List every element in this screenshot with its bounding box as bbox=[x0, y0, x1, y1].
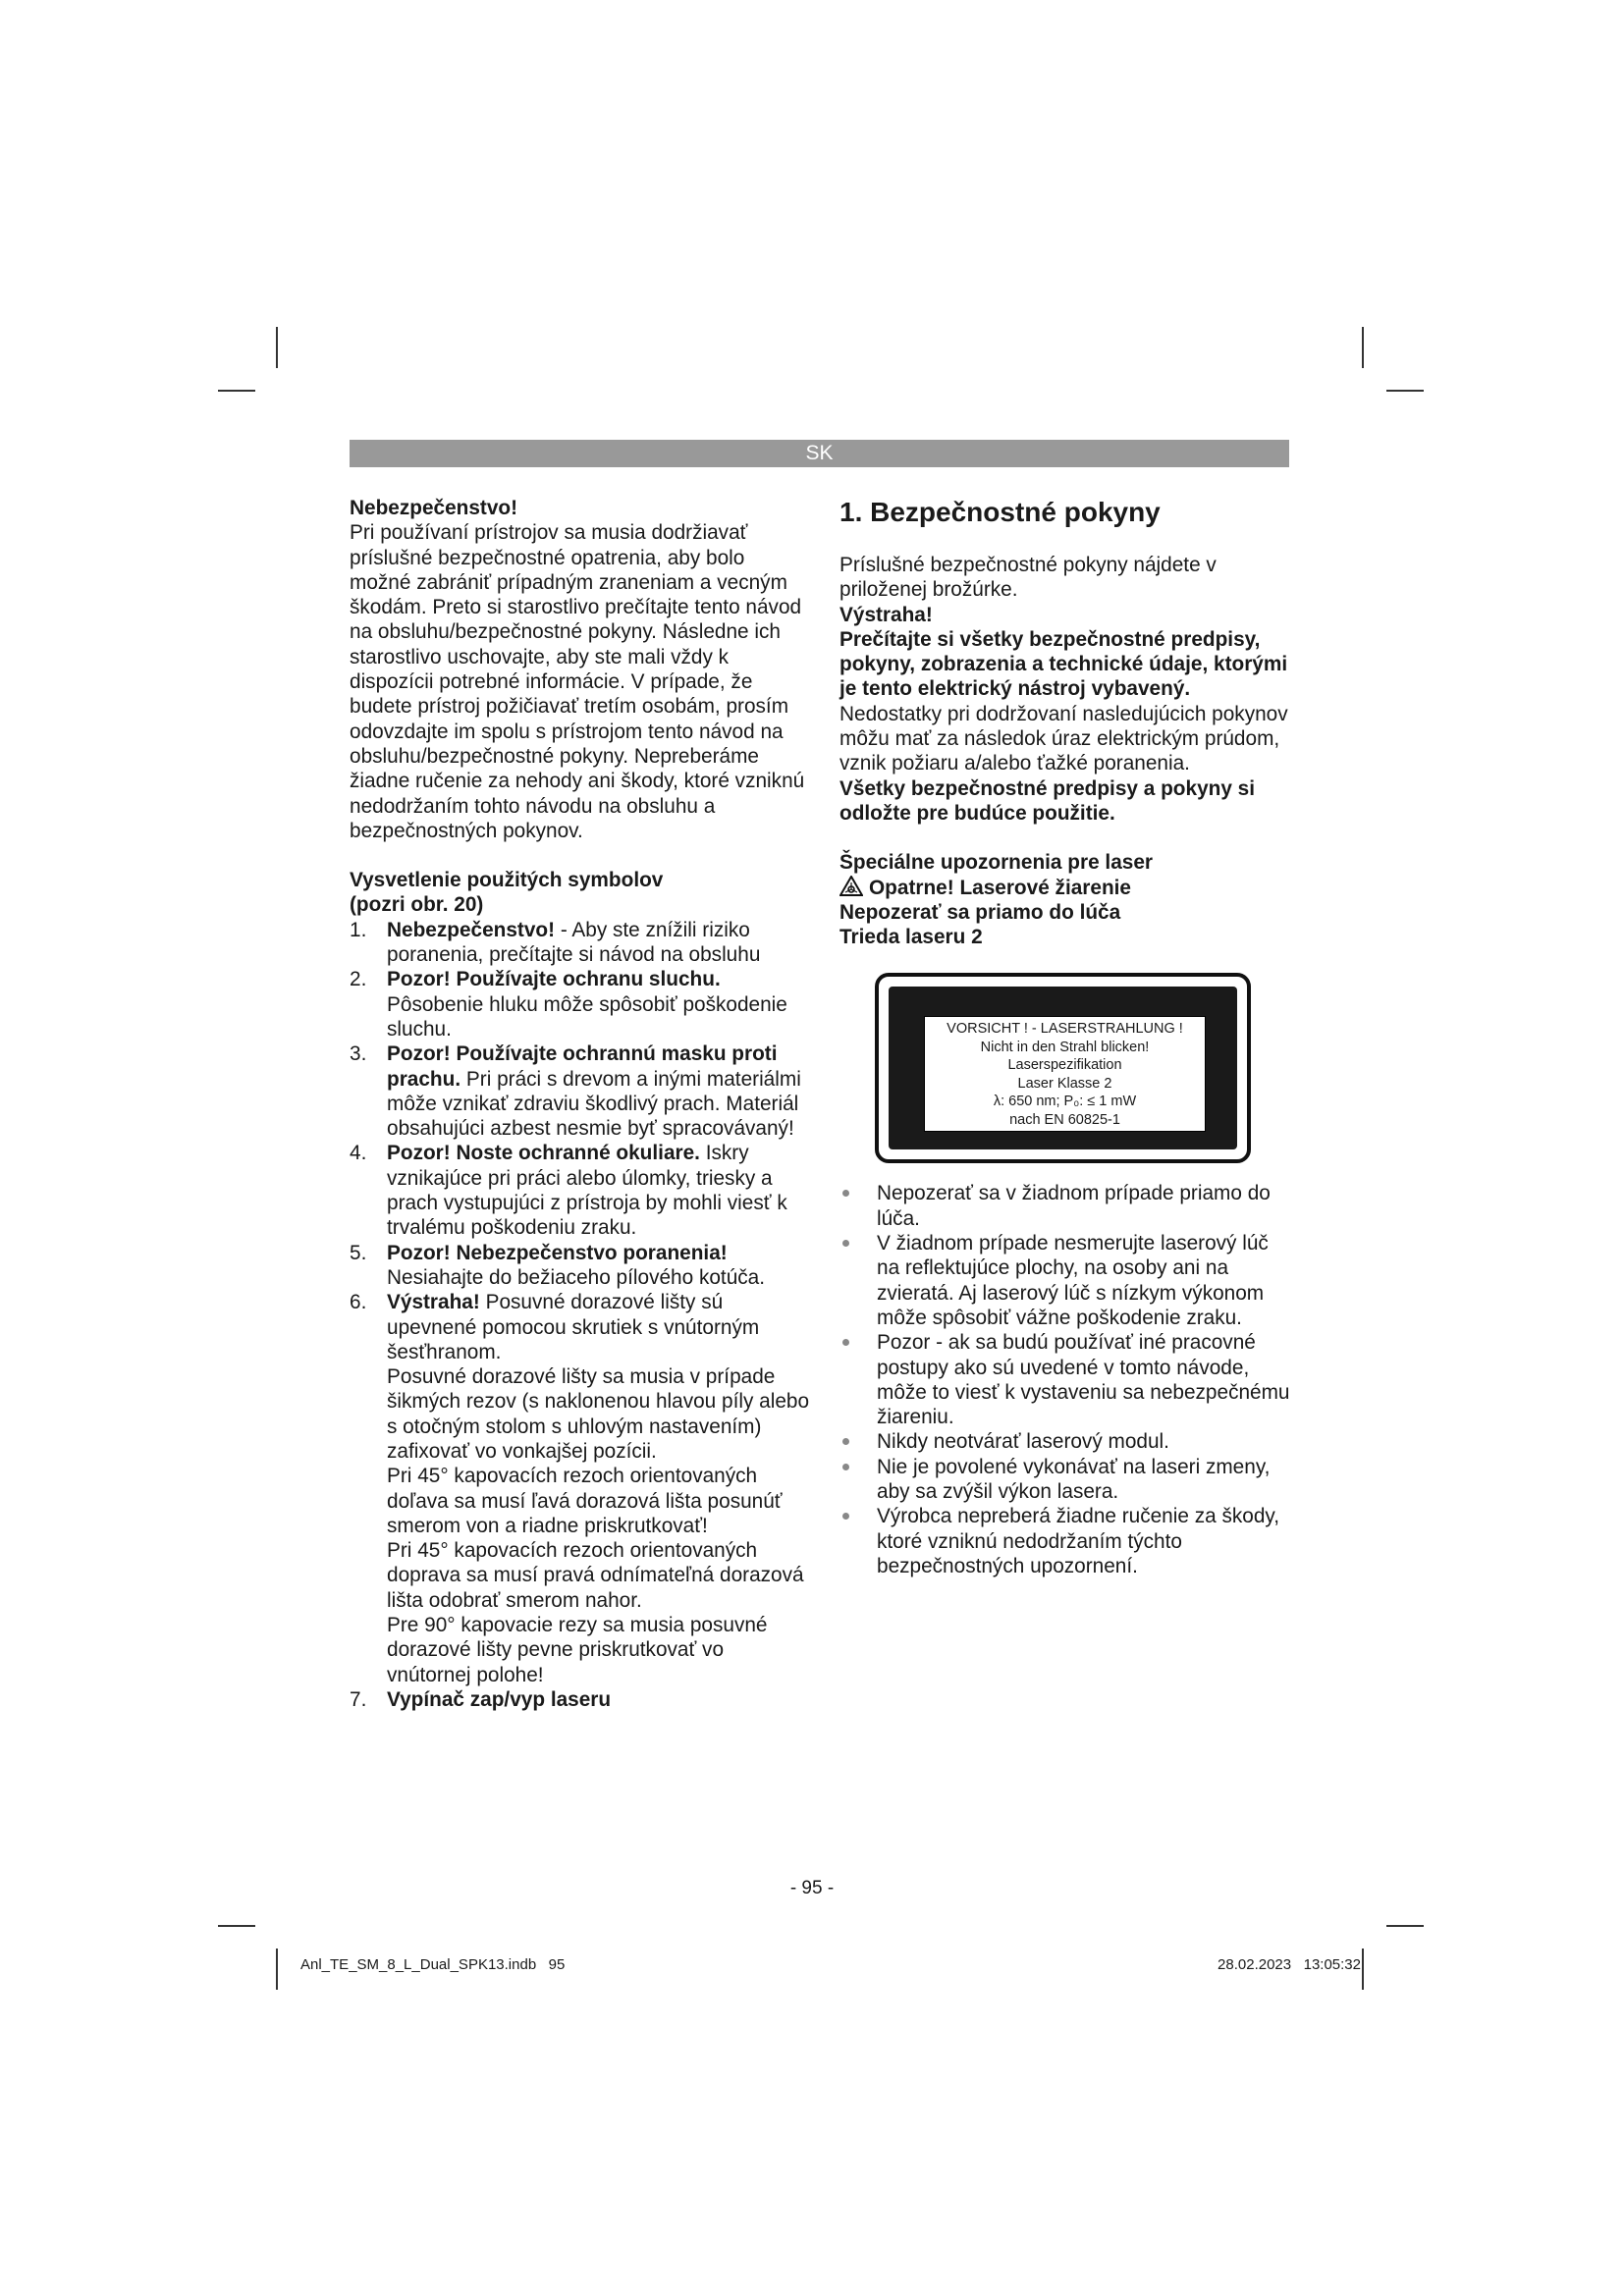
list-item: Nikdy neotvárať laserový modul. bbox=[839, 1429, 1291, 1454]
list-item bbox=[350, 1141, 811, 1240]
item-number: 7. bbox=[350, 1687, 367, 1711]
item-bold: Pozor! Používajte ochranu sluchu. bbox=[387, 968, 721, 991]
crop-mark-top-left-v bbox=[276, 327, 278, 368]
crop-mark-bottom-left-v bbox=[276, 1949, 278, 1990]
crop-mark-top-right-h bbox=[1386, 390, 1424, 392]
item-bold: Pozor! Nebezpečenstvo poranenia! bbox=[387, 1241, 728, 1264]
laser-label-text-box bbox=[924, 1016, 1206, 1132]
laser-label-frame bbox=[889, 987, 1237, 1149]
item-number: 3. bbox=[350, 1042, 367, 1066]
list-item bbox=[350, 1041, 811, 1141]
list-item bbox=[350, 1241, 811, 1291]
label-line: nach EN 60825-1 bbox=[1009, 1111, 1120, 1128]
item-number: 1. bbox=[350, 918, 367, 941]
item-bold: Pozor! Noste ochranné okuliare. bbox=[387, 1142, 700, 1165]
laser-warning-label bbox=[875, 973, 1251, 1163]
left-column bbox=[350, 496, 811, 1712]
item-bold: Nebezpečenstvo! bbox=[387, 918, 556, 941]
intro-text: Príslušné bezpečnostné pokyny nájdete v priloženej brožúrke. bbox=[839, 554, 1217, 602]
laser-bullet-list bbox=[839, 1181, 1291, 1578]
page-number: - 95 - bbox=[789, 1878, 835, 1898]
list-item: Nepozerať sa v žiadnom prípade priamo do lúča. bbox=[839, 1181, 1291, 1231]
list-item: Pozor - ak sa budú používať iné pracovné postupy ako sú uvedené v tomto návode, môže to viesť k vystaveniu sa nebezpečnému žiareniu. bbox=[839, 1330, 1291, 1429]
item-text: Pôsobenie hluku môže spôsobiť poškodenie sluchu. bbox=[387, 992, 787, 1041]
footer-timestamp: 28.02.2023 13:05:32 bbox=[1218, 1956, 1361, 1973]
label-line: Laser Klasse 2 bbox=[1017, 1075, 1112, 1092]
item6-para: Pri 45° kapovacích rezoch orientovaných doľava sa musí ľavá dorazová lišta posunúť smerom von a riadne priskrutkovať! bbox=[387, 1465, 783, 1537]
item-bold: Pozor! Používajte ochrannú masku proti prachu. bbox=[387, 1042, 778, 1091]
crop-mark-top-right-v bbox=[1362, 327, 1364, 368]
language-tab: SK bbox=[805, 442, 834, 464]
list-item bbox=[350, 918, 811, 968]
label-line: λ: 650 nm; P₀: ≤ 1 mW bbox=[993, 1094, 1137, 1110]
item-bold: Výstraha! bbox=[387, 1291, 480, 1314]
list-item: Nie je povolené vykonávať na laseri zmeny, aby sa zvýšil výkon lasera. bbox=[839, 1455, 1291, 1505]
danger-heading: Nebezpečenstvo! bbox=[350, 497, 518, 519]
laser-heading: Špeciálne upozornenia pre laser bbox=[839, 851, 1153, 875]
item-text: Pri práci s drevom a inými materiálmi môže vznikať zdraviu škodlivý prach. Materiál obsahujúci azbest nesmie byť spracovávaný! bbox=[387, 1067, 801, 1141]
label-line: VORSICHT ! - LASERSTRAHLUNG ! bbox=[947, 1021, 1183, 1038]
warning-bold-text: Prečítajte si všetky bezpečnostné predpisy, pokyny, zobrazenia a technické údaje, ktorými je tento elektrický nástroj vybavený. bbox=[839, 627, 1288, 701]
crop-mark-bottom-right-v bbox=[1362, 1949, 1364, 1990]
item-text: Iskry vznikajúce pri práci alebo úlomky, triesky a prach vystupujúci z prístroja by mohli viesť k trvalému poškodeniu zraku. bbox=[387, 1142, 787, 1240]
item6-para: Posuvné dorazové lišty sa musia v prípade šikmých rezov (s naklonenou hlavou píly alebo s otočným stolom s uhlovým nastavením) zafixovať vo vonkajšej pozícii. bbox=[387, 1365, 810, 1463]
symbols-list bbox=[350, 918, 811, 1713]
list-item: V žiadnom prípade nesmerujte laserový lúč na reflektujúce plochy, na osoby ani na zvieratá. Aj laserový lúč s nízkym výkonom môže spôsobiť vážne poškodenie zraku. bbox=[839, 1231, 1291, 1330]
warning-text: Nedostatky pri dodržovaní nasledujúcich pokynov môžu mať za následok úraz elektrickým prúdom, vznik požiaru a/alebo ťažké poranenia. bbox=[839, 702, 1288, 775]
section-title: 1. Bezpečnostné pokyny bbox=[839, 497, 1161, 527]
footer-file-name: Anl_TE_SM_8_L_Dual_SPK13.indb 95 bbox=[300, 1956, 566, 1973]
list-item bbox=[350, 1687, 811, 1712]
crop-mark-top-left-h bbox=[218, 390, 255, 392]
keep-instructions-text: Všetky bezpečnostné predpisy a pokyny si odložte pre budúce použitie. bbox=[839, 776, 1256, 825]
label-line: Laserspezifikation bbox=[1007, 1057, 1122, 1074]
item-text: Posuvné dorazové lišty sú upevnené pomocou skrutiek s vnútorným šesťhranom. bbox=[387, 1291, 760, 1363]
symbols-heading: Vysvetlenie použitých symbolov bbox=[350, 869, 664, 892]
item-number: 2. bbox=[350, 968, 367, 991]
laser-no-look: Nepozerať sa priamo do lúča bbox=[839, 900, 1121, 924]
item-number: 4. bbox=[350, 1142, 367, 1165]
laser-caution-text: Opatrne! Laserové žiarenie bbox=[869, 876, 1131, 899]
item-text: Nesiahajte do bežiaceho pílového kotúča. bbox=[387, 1265, 766, 1289]
laser-caution-line bbox=[839, 876, 1291, 900]
right-column bbox=[839, 496, 1291, 1578]
warning-triangle-icon bbox=[839, 876, 863, 896]
crop-mark-bottom-right-h bbox=[1386, 1925, 1424, 1927]
item-number: 5. bbox=[350, 1241, 367, 1264]
danger-text: Pri používaní prístrojov sa musia dodržiavať príslušné bezpečnostné opatrenia, aby bolo možné zabrániť prípadným zraneniam a vecným škodám. Preto si starostlivo prečítajte tento návod na obsluhu/bezpečnostné pokyny. Následne ich starostlivo uschovajte, aby ste mali vždy k dispozícii potrebné informácie. V prípade, že budete prístroj požičiavať tretím osobám, prosím odovzdajte im spolu s prístrojom tento návod na obsluhu/bezpečnostné pokyny. Nepreberáme žiadne ručenie za nehody ani škody, ktoré vzniknú nedodržaním tohto návodu na obsluhu a bezpečnostných pokynov. bbox=[350, 521, 805, 842]
item-bold: Vypínač zap/vyp laseru bbox=[387, 1687, 612, 1711]
item6-para: Pri 45° kapovacích rezoch orientovaných doprava sa musí pravá odnímateľná dorazová lišta odobrať smerom nahor. bbox=[387, 1539, 804, 1612]
item6-para: Pre 90° kapovacie rezy sa musia posuvné dorazové lišty pevne priskrutkovať vo vnútornej polohe! bbox=[387, 1614, 768, 1686]
symbols-subheading: (pozri obr. 20) bbox=[350, 893, 484, 917]
language-header-bar bbox=[350, 440, 1289, 467]
warning-label: Výstraha! bbox=[839, 603, 933, 626]
item-text: - Aby ste znížili riziko poranenia, prečítajte si návod na obsluhu bbox=[387, 918, 761, 967]
laser-class: Trieda laseru 2 bbox=[839, 926, 983, 949]
list-item bbox=[350, 1290, 811, 1687]
crop-mark-bottom-left-h bbox=[218, 1925, 255, 1927]
list-item: Výrobca nepreberá žiadne ručenie za škody, ktoré vzniknú nedodržaním týchto bezpečnostných upozornení. bbox=[839, 1504, 1291, 1578]
list-item bbox=[350, 967, 811, 1041]
label-line: Nicht in den Strahl blicken! bbox=[980, 1039, 1150, 1055]
item-number: 6. bbox=[350, 1291, 367, 1314]
